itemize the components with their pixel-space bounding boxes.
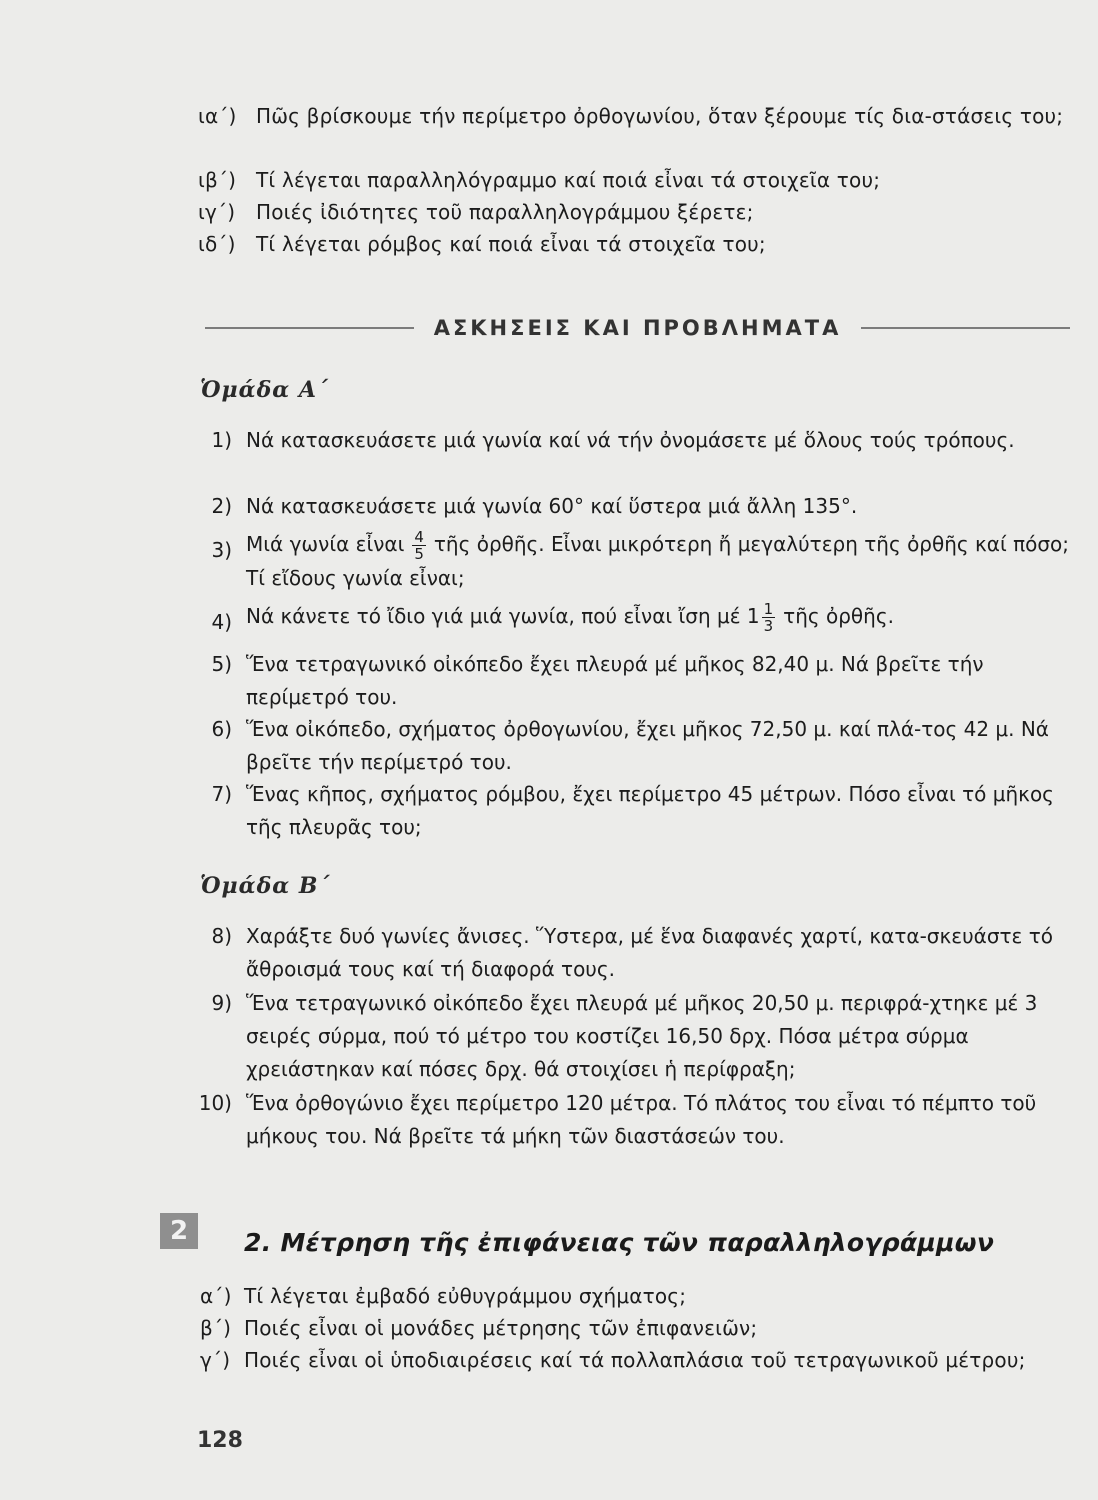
exercise-text: Ἕνα οἰκόπεδο, σχήματος ὀρθογωνίου, ἔχει μῆκος 72,50 μ. καί πλά-τος 42 μ. Νά βρεῖτε τήν περίμετρό του. xyxy=(246,717,1049,774)
exercise-text-post: τῆς ὀρθῆς. Εἶναι μικρότερη ἤ μεγαλύτερη τῆς ὀρθῆς καί πόσο; Τί εἴδους γωνία εἶναι; xyxy=(246,532,1070,590)
exercise-text: Χαράξτε δυό γωνίες ἄνισες. Ὕστερα, μέ ἕνα διαφανές χαρτί, κατα-σκευάστε τό ἄθροισμά τους καί τή διαφορά τους. xyxy=(246,924,1054,981)
exercise-text: Νά κατασκευάσετε μιά γωνία 60° καί ὕστερα μιά ἄλλη 135°. xyxy=(246,494,858,518)
group-b-heading: Ὁμάδα Β΄ xyxy=(200,873,331,899)
exercise-text-pre: Μιά γωνία εἶναι xyxy=(246,532,405,556)
exercise-number: 5) xyxy=(211,652,232,676)
exercise-4 xyxy=(190,600,1070,634)
fraction-numerator: 1 xyxy=(763,600,774,618)
fraction xyxy=(412,529,426,562)
exercise-text-post: τῆς ὀρθῆς. xyxy=(783,604,894,628)
question-g xyxy=(200,1344,1080,1376)
question-b xyxy=(200,1312,1080,1344)
fraction-denominator: 5 xyxy=(414,545,424,563)
exercise-6 xyxy=(190,713,1070,779)
exercise-7 xyxy=(190,778,1070,844)
exercise-number: 1) xyxy=(211,428,232,452)
exercise-text: Ἕνα τετραγωνικό οἰκόπεδο ἔχει πλευρά μέ μῆκος 82,40 μ. Νά βρεῖτε τήν περίμετρό του. xyxy=(246,652,984,709)
exercise-number: 10) xyxy=(198,1091,232,1115)
question-label: α΄) xyxy=(200,1284,232,1308)
exercise-number: 7) xyxy=(211,782,232,806)
divider-right xyxy=(861,327,1070,329)
exercise-text: Ἕνας κῆπος, σχήματος ρόμβου, ἔχει περίμετρο 45 μέτρων. Πόσο εἶναι τό μῆκος τῆς πλευρᾶς του; xyxy=(246,782,1054,839)
question-text: Ποιές εἶναι οἱ μονάδες μέτρησης τῶν ἐπιφανειῶν; xyxy=(244,1316,758,1340)
section-title: 2. Μέτρηση τῆς ἐπιφάνειας τῶν παραλληλογράμμων xyxy=(244,1228,995,1257)
exercise-text xyxy=(246,528,1070,595)
exercise-text: Ἕνα ὀρθογώνιο ἔχει περίμετρο 120 μέτρα. Τό πλάτος του εἶναι τό πέμπτο τοῦ μήκους του. Νά βρεῖτε τά μήκη τῶν διαστάσεών του. xyxy=(246,1091,1037,1148)
exercise-text xyxy=(246,600,1070,634)
exercise-text-pre: Νά κάνετε τό ἴδιο γιά μιά γωνία, πού εἶναι ἴση μέ 1 xyxy=(246,604,760,628)
question-label: ια΄) xyxy=(198,104,237,128)
question-label: β΄) xyxy=(200,1316,232,1340)
question-label: ιδ΄) xyxy=(198,232,236,256)
question-id xyxy=(198,228,1078,260)
exercise-5 xyxy=(190,648,1070,714)
question-text: Τί λέγεται ρόμβος καί ποιά εἶναι τά στοιχεῖα του; xyxy=(256,232,766,256)
exercise-3 xyxy=(190,528,1070,595)
exercise-10 xyxy=(190,1087,1070,1153)
question-label: γ΄) xyxy=(200,1348,231,1372)
section-heading: ΑΣΚΗΣΕΙΣ ΚΑΙ ΠΡΟΒΛΗΜΑΤΑ xyxy=(433,316,842,340)
exercise-1 xyxy=(190,424,1070,457)
fraction xyxy=(762,601,776,634)
group-a-heading: Ὁμάδα Α΄ xyxy=(200,377,329,403)
fraction-denominator: 3 xyxy=(763,617,774,635)
exercise-9 xyxy=(190,987,1070,1086)
section-number-badge: 2 xyxy=(160,1213,198,1249)
exercise-number: 4) xyxy=(211,610,232,634)
question-a xyxy=(200,1280,1080,1312)
divider-left xyxy=(205,327,414,329)
question-label: ιγ΄) xyxy=(198,200,236,224)
question-text: Ποιές ἰδιότητες τοῦ παραλληλογράμμου ξέρετε; xyxy=(256,200,754,224)
fraction-numerator: 4 xyxy=(414,528,424,546)
page-number: 128 xyxy=(197,1428,243,1453)
question-text: Πῶς βρίσκουμε τήν περίμετρο ὀρθογωνίου, ὅταν ξέρουμε τίς δια-στάσεις του; xyxy=(256,104,1064,128)
question-ia xyxy=(198,100,1078,132)
exercise-number: 6) xyxy=(211,717,232,741)
question-text: Τί λέγεται παραλληλόγραμμο καί ποιά εἶναι τά στοιχεῖα του; xyxy=(256,168,881,192)
question-ig xyxy=(198,196,1078,228)
exercise-8 xyxy=(190,920,1070,986)
exercise-number: 3) xyxy=(211,538,232,562)
question-text: Τί λέγεται ἐμβαδό εὐθυγράμμου σχήματος; xyxy=(244,1284,687,1308)
question-ib xyxy=(198,164,1078,196)
exercise-text: Ἕνα τετραγωνικό οἰκόπεδο ἔχει πλευρά μέ μῆκος 20,50 μ. περιφρά-χτηκε μέ 3 σειρές σύρμα, πού τό μέτρο του κοστίζει 16,50 δρχ. Πόσα μέτρα σύρμα χρειάστηκαν καί πόσες δρχ. θά στοιχίσει ἡ περίφραξη; xyxy=(246,991,1038,1081)
section-separator xyxy=(205,312,1070,344)
exercise-number: 2) xyxy=(211,494,232,518)
exercise-number: 8) xyxy=(211,924,232,948)
exercise-number: 9) xyxy=(211,991,232,1015)
question-label: ιβ΄) xyxy=(198,168,237,192)
question-text: Ποιές εἶναι οἱ ὑποδιαιρέσεις καί τά πολλαπλάσια τοῦ τετραγωνικοῦ μέτρου; xyxy=(244,1348,1026,1372)
exercise-2 xyxy=(190,490,1070,523)
exercise-text: Νά κατασκευάσετε μιά γωνία καί νά τήν ὀνομάσετε μέ ὅλους τούς τρόπους. xyxy=(246,428,1015,452)
